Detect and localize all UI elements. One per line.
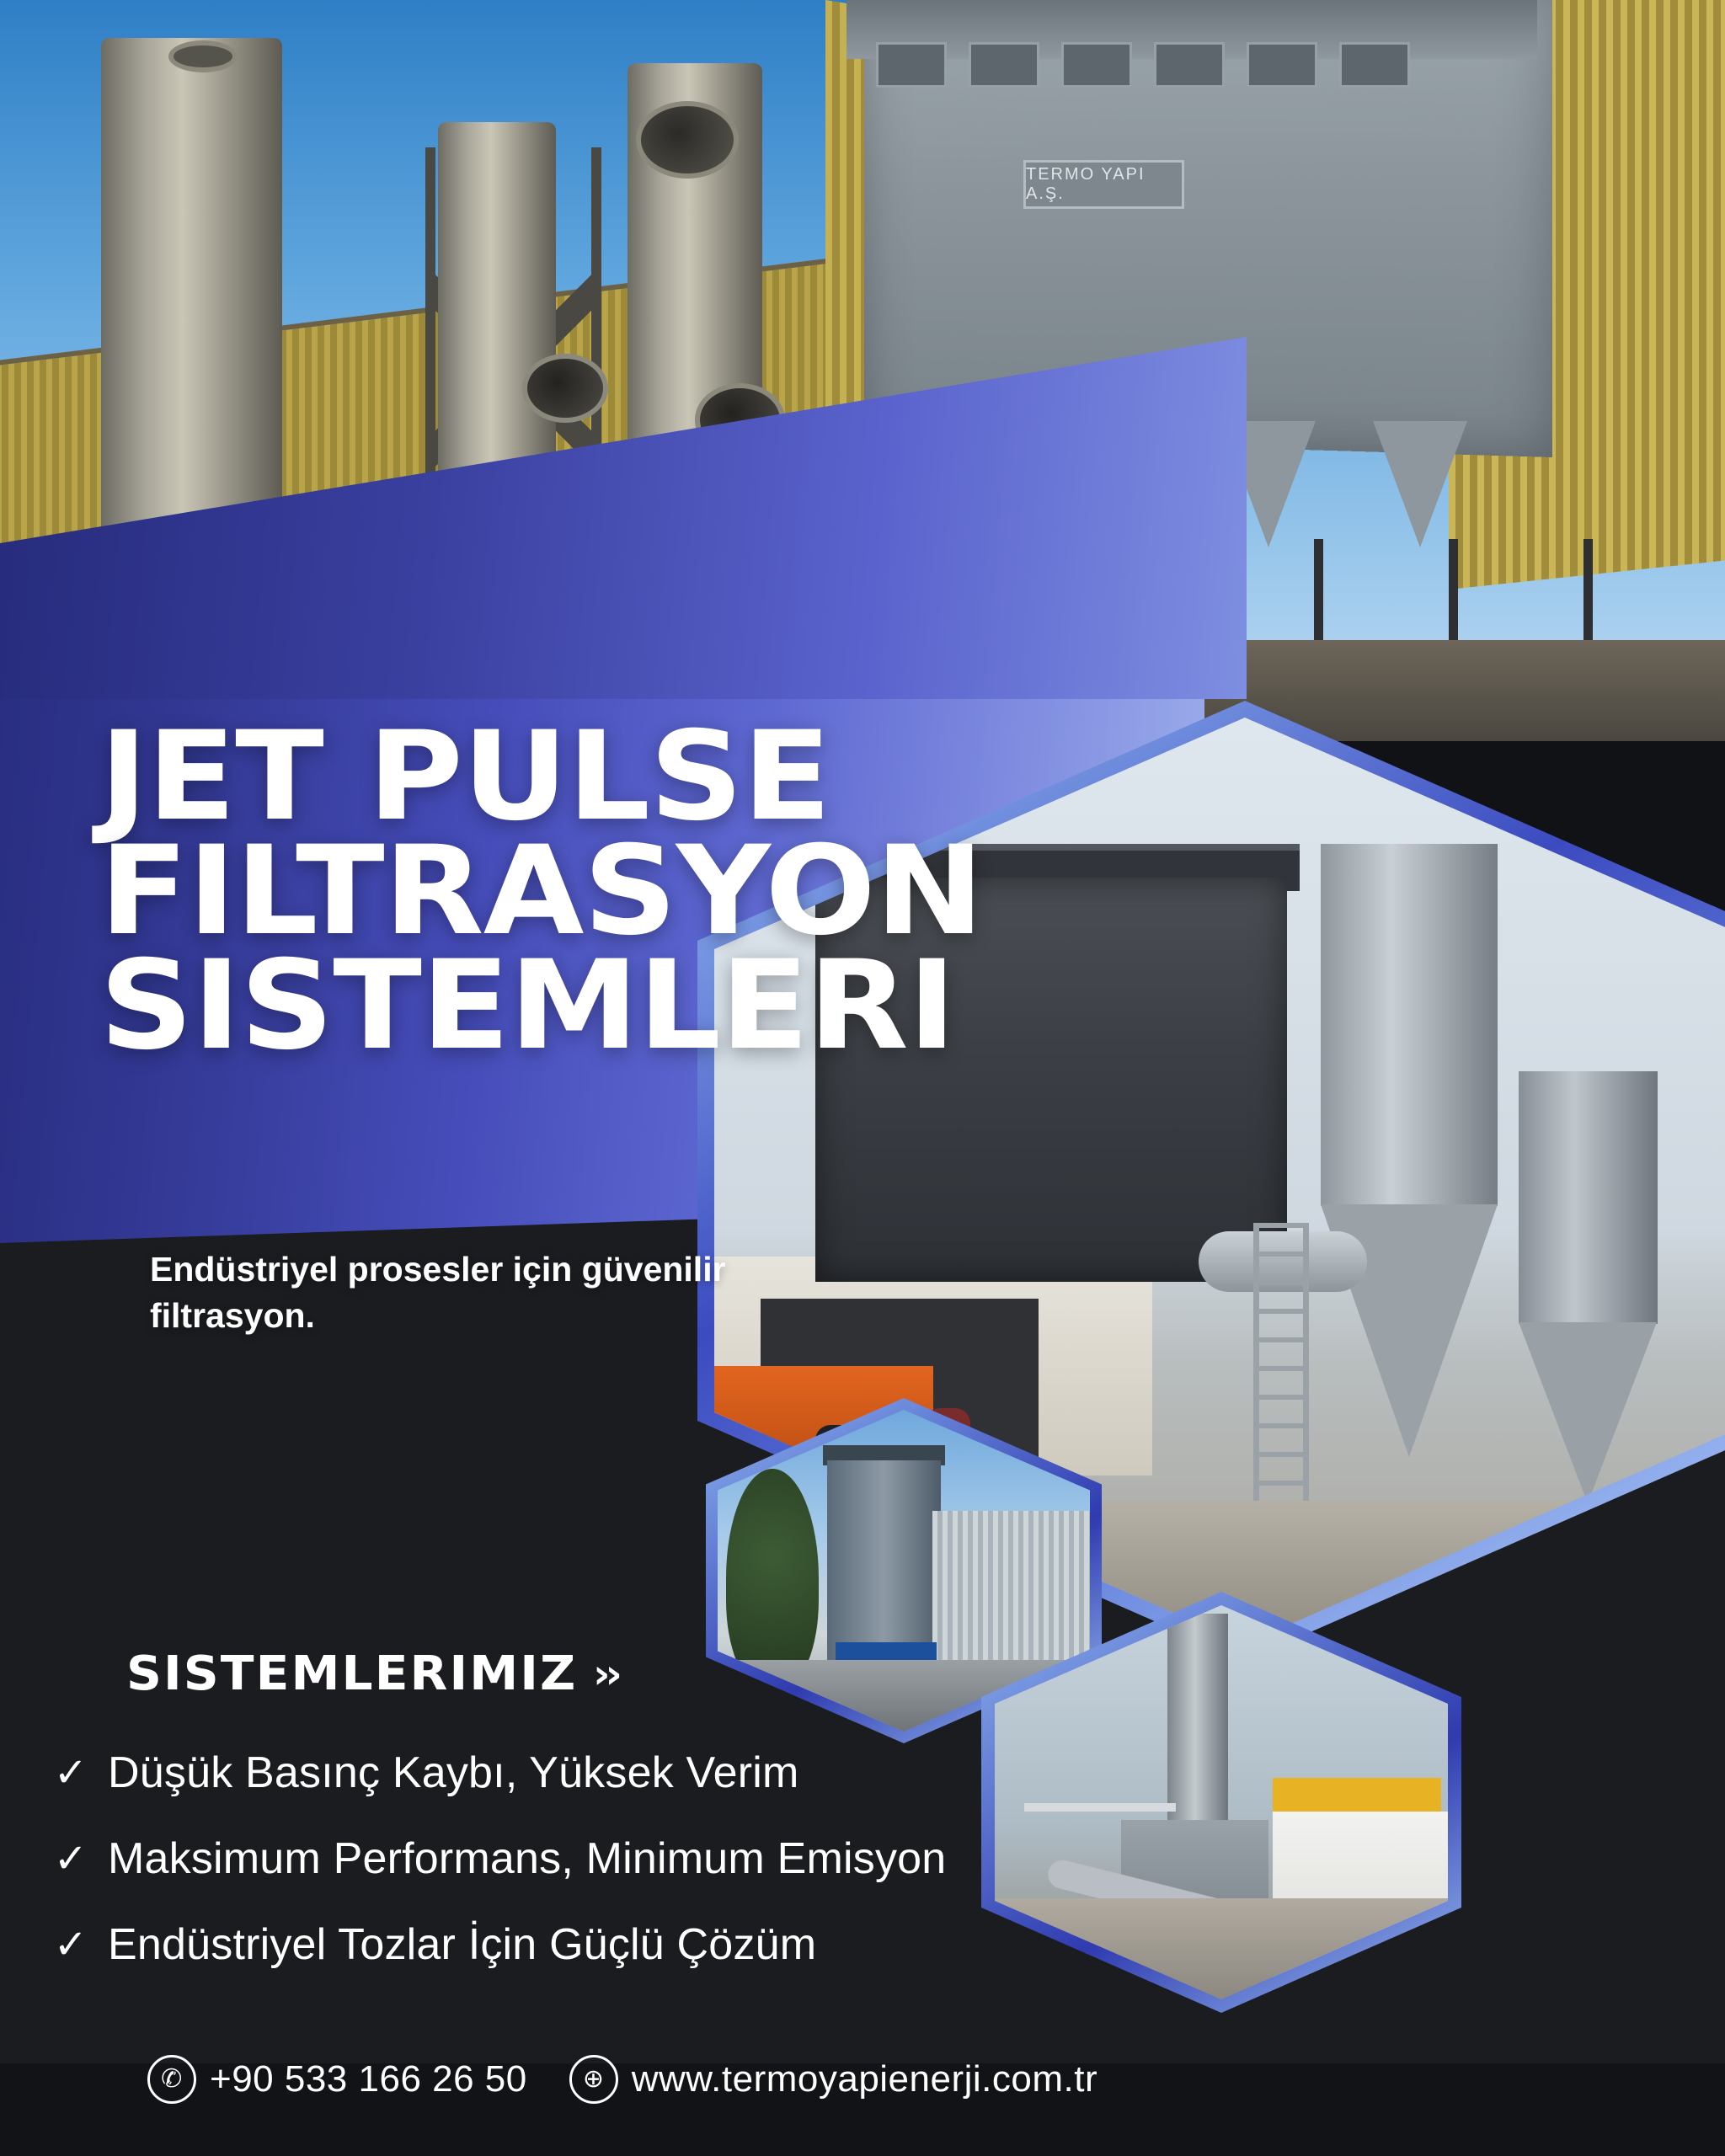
title-line-3: SISTEMLERI: [99, 933, 956, 1077]
list-item: [52, 1833, 1147, 1884]
phone-icon: ✆: [147, 2055, 196, 2104]
baghouse-vent: [1061, 42, 1132, 88]
silo-left: [101, 38, 282, 543]
feature-list: [52, 1748, 1147, 2005]
tree: [726, 1469, 819, 1688]
contact-bar: [147, 2055, 1097, 2104]
globe-icon: ⊕: [569, 2055, 618, 2104]
check-icon: ✓: [53, 1749, 88, 1796]
feature-label: Endüstriyel Tozlar İçin Güçlü Çözüm: [108, 1920, 817, 1969]
website-url[interactable]: www.termoyapienerji.com.tr: [631, 2058, 1098, 2100]
baghouse-vent: [969, 42, 1039, 88]
silo-mid: [438, 122, 556, 501]
baghouse-vent: [1339, 42, 1410, 88]
list-item: [52, 1748, 1147, 1798]
baghouse-vent: [876, 42, 947, 88]
systems-heading-label: SISTEMLERIMIZ: [126, 1646, 578, 1701]
factory-hall: [932, 1511, 1090, 1679]
baghouse-vent: [1154, 42, 1225, 88]
baghouse-brand-plate: TERMO YAPI A.Ş.: [1023, 160, 1184, 209]
phone-number[interactable]: +90 533 166 26 50: [210, 2058, 527, 2100]
cyclone-primary: [1321, 844, 1498, 1206]
feature-label: Düşük Basınç Kaybı, Yüksek Verim: [108, 1748, 799, 1797]
filter-body: [827, 1460, 941, 1671]
check-icon: ✓: [53, 1921, 88, 1968]
title-line-1: JET PULSE: [99, 705, 831, 848]
check-icon: ✓: [53, 1835, 88, 1882]
systems-heading: [126, 1646, 617, 1701]
yellow-roof-trim: [1273, 1778, 1441, 1812]
title-line-2: FILTRASYON: [99, 819, 984, 963]
silo-opening-mid: [522, 354, 608, 423]
page-title: [99, 705, 984, 1077]
list-item: [52, 1919, 1147, 1970]
hopper: [1373, 421, 1467, 547]
baghouse-vent: [1247, 42, 1317, 88]
chevron-right-icon: ››: [593, 1650, 617, 1698]
feature-label: Maksimum Performans, Minimum Emisyon: [108, 1834, 947, 1883]
silo-cap: [168, 40, 238, 72]
cyclone-secondary: [1519, 1071, 1658, 1324]
subtitle: Endüstriyel prosesler için güvenilir filtrasyon.: [150, 1250, 726, 1336]
silo-opening-top: [636, 101, 739, 179]
